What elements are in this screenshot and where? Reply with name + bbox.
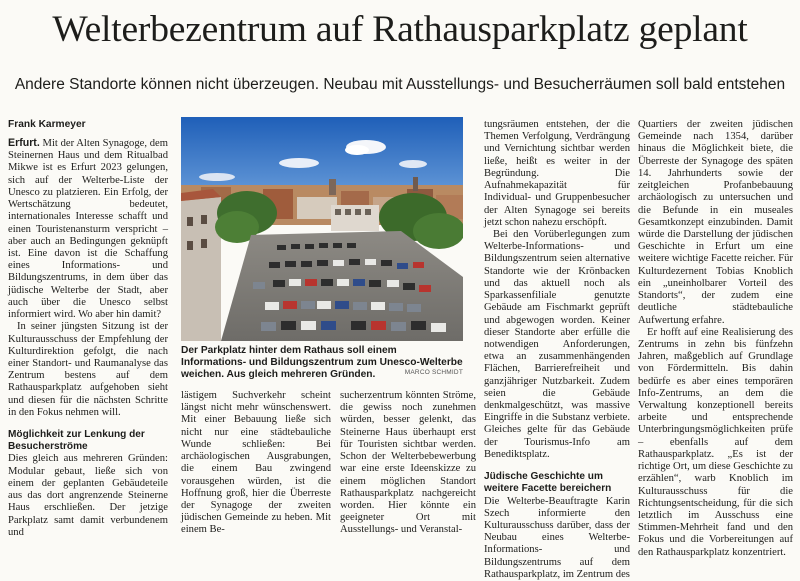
paragraph: lästigem Suchverkehr scheint längst nicht mehr wünschenswert. Mit einer Bebauung ließe sich nicht nur eine städtebauliche Wunde schließen: Bei archäologischen Ausgrabungen, die einem Bau zwingend vorausgehen würden, ist die Hoffnung groß, hier die Überreste der Synagoge der zweiten jüdischen Gemeinde zu heben. Mit einem Be- — [181, 390, 331, 536]
photo-image — [181, 117, 463, 341]
section-heading: Jüdische Geschichte um weitere Facette bereichern — [484, 471, 612, 495]
author-byline: Frank Karmeyer — [8, 119, 86, 130]
paragraph: In seiner jüngsten Sitzung ist der Kulturausschuss der Empfehlung der Kulturdirektion gefolgt, die nach einer Standort- und Raumanalyse das Zentrum bestens auf dem Rathausparkplatz aufgehoben sieht und diesen für die nächsten Schritte in den Fokus nehmen will. — [8, 321, 168, 418]
article-column-3 — [340, 390, 476, 537]
article-column-4 — [484, 119, 630, 581]
paragraph: tungsräumen entstehen, der die Themen Verfolgung, Verdrängung und Vernichtung sichtbar werden ließe, heißt es weiter in der Begründung. Die Aufnahmekapazität für Individual- und Gruppenbesucher der Alten Synagoge sei bereits jetzt schon nahezu erschöpft. — [484, 119, 630, 228]
parking-lot-photo — [181, 117, 463, 341]
paragraph: Dies gleich aus mehreren Gründen: Modular gebaut, ließe sich von einem der geplanten Gebäudeteile aus das dort angrenzende Steinerne Haus erschließen. Der jetzige Parkplatz samt damit verbundenem und — [8, 453, 168, 538]
paragraph: Die Welterbe-Beauftragte Karin Szech informierte den Kulturausschuss darüber, dass der Neubau eines Welterbe-Informations- und Bildungszentrums auf dem Rathausparkplatz, im Zentrum des — [484, 495, 630, 580]
dateline: Erfurt. — [8, 137, 40, 149]
intro-text: Mit der Alten Synagoge, dem Steinernen Haus und dem Ritualbad Mikwe ist es Erfurt 2023 gelungen, sich auf der Welterbe-Liste der Unesco zu platzieren. Ein Erfolg, der Wertschätzung bedeutet, internationales Interesse schafft und einen Touristenansturm verspricht – aber auch an Bedingungen geknüpft ist. Eine davon ist die Schaffung eines Informations- und Bildungszentrums, in dem über das jüdische Welterbe der Stadt, aber auch über die Unesco selbst informiert wird. Wo aber hin damit? — [8, 138, 168, 321]
paragraph: Er hofft auf eine Realisierung des Zentrums in zehn bis fünfzehn Jahren, maßgeblich auf Grundlage von Fördermitteln. Bis dahin bedürfe es aber eines temporären Info-Zentrums, an dem die Verwaltung konzeptionell bereits arbeite und entsprechende Unterbringungsmöglichkeiten prüfe – ebenfalls auf dem Rathausparkplatz. „Es ist der richtige Ort, um diese Geschichte zu erzählen“, warb Knoblich im Kulturausschuss für die Richtungsentscheidung, für die sich letztlich im Ausschuss eine Stimmen-Mehrheit fand und den Fokus und die Vorbereitungen auf den Rathausparkplatz konzentriert. — [638, 326, 793, 558]
photo-credit: MARCO SCHMIDT — [404, 369, 463, 376]
article-column-5 — [638, 119, 793, 559]
article-column-1 — [8, 137, 168, 539]
intro-paragraph — [8, 137, 168, 321]
paragraph: sucherzentrum könnten Ströme, die gewiss noch zunehmen würden, besser gelenkt, das Steinerne Haus überhaupt erst für Touristen sichtbar werden. Schon der Welterbebewerbung war eine erste Ideenskizze zu einem möglichen Standort Rathausparkplatz nachgereicht worden. Hier könnte ein geeigneter Ort mit Ausstellungs- und Veranstal- — [340, 390, 476, 536]
subheadline: Andere Standorte können nicht überzeugen. Neubau mit Ausstellungs- und Besucherräumen soll bald entstehen — [14, 76, 786, 93]
headline: Welterbezentrum auf Rathausparkplatz geplant — [52, 9, 748, 50]
paragraph: Bei den Vorüberlegungen zum Welterbe-Informations- und Bildungszentrum seien alternative Standorte wie der Krönbacken und das aktuell noch als Sparkassenfiliale genutzte Gebäude am Fischmarkt geprüft und abgewogen worden. Keiner dieser Standorte aber erfülle die notwendigen Anforderungen, etwa an zusammenhängenden Flächen, Barrierefreiheit und ganzjähriger Nutzbarkeit. Zudem seien die Gebäude denkmalgeschützt, was massive Eingriffe in die Substanz verbiete. Gleiches gelte für das Gebäude der Tourismus-Info am Benediktsplatz. — [484, 228, 630, 460]
paragraph: Quartiers der zweiten jüdischen Gemeinde nach 1354, darüber hinaus die Möglichkeit biete, die Überreste der Synagoge des späten 14. Jahrhunderts sowie der zeitgleichen Profanbebauung archäologisch zu untersuchen und die Befunde in ein museales Gesamtkonzept einzubinden. Damit würde die Darstellung der jüdischen Geschichte in Erfurt um eine weitere wichtige Facette reicher. Für Kulturdezernent Tobias Knoblich ein „uneinholbarer Vorteil des Standorts“, der zudem eine deutliche städtebauliche Aufwertung erfahre. — [638, 119, 794, 326]
section-heading: Möglichkeit zur Lenkung der Besucherströme — [8, 429, 145, 453]
article-column-2 — [181, 390, 331, 537]
photo-caption: Der Parkplatz hinter dem Rathaus soll einem Informations- und Bildungszentrum zum Unesco-Welterbe weichen. Aus gleich mehreren Gründen. — [181, 345, 463, 381]
